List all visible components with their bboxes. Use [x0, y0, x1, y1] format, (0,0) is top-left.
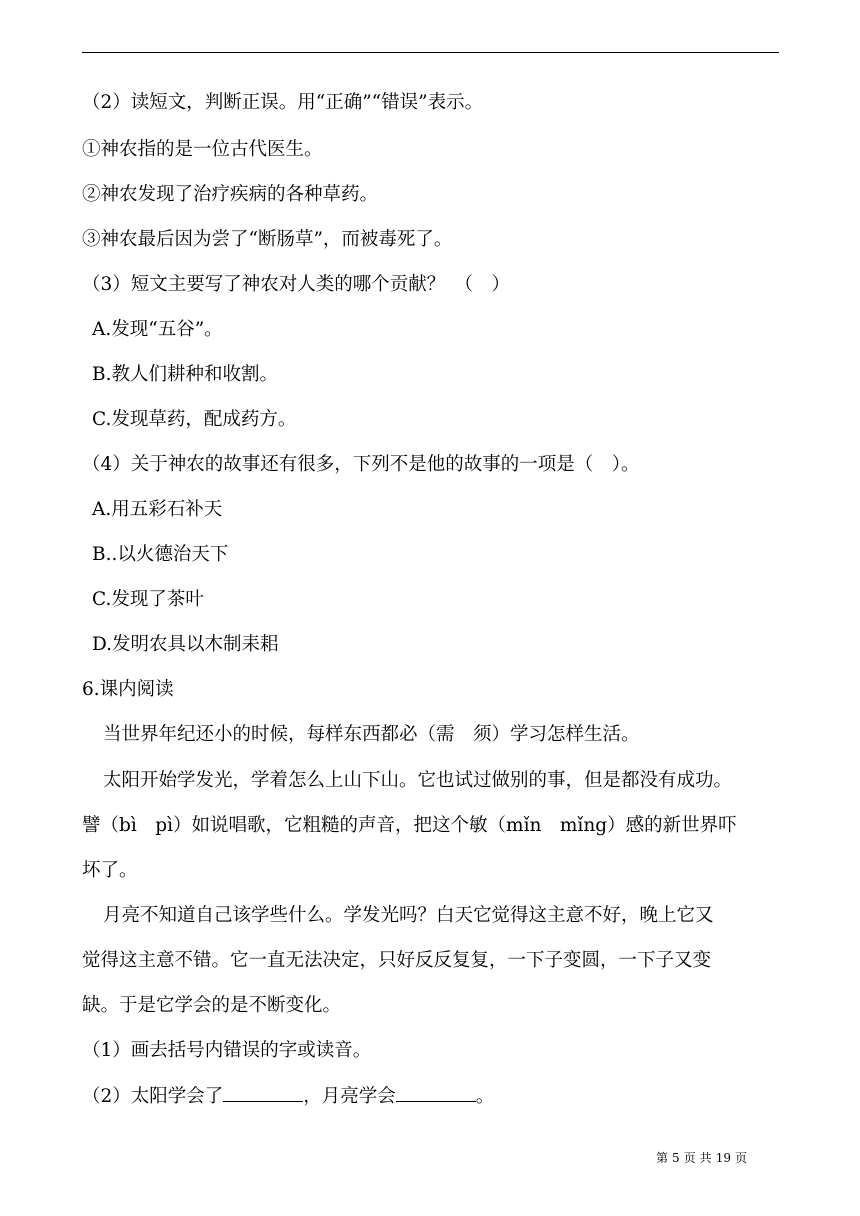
footer-total-pages: 19 — [715, 1151, 731, 1165]
passage-paragraph-3-line-3: 缺。于是它学会的是不断变化。 — [82, 995, 342, 1016]
footer-page-number: 5 — [672, 1151, 680, 1165]
question-3-prompt: （3）短文主要写了神农对人类的哪个贡献？ （ ） — [82, 274, 511, 295]
answer-blank-moon[interactable] — [396, 1083, 476, 1102]
footer-label-gong: 共 — [699, 1151, 712, 1165]
q4-option-d: D.发明农具以木制耒耜 — [92, 634, 279, 655]
answer-blank-sun[interactable] — [223, 1083, 303, 1102]
header-rule — [82, 52, 779, 53]
sub-question-1: （1）画去括号内错误的字或读音。 — [82, 1040, 372, 1061]
question-4-prompt: （4）关于神农的故事还有很多，下列不是他的故事的一项是（ ）。 — [82, 454, 640, 475]
passage-paragraph-2-line-1: 太阳开始学发光，学着怎么上山下山。它也试过做别的事，但是都没有成功。 — [103, 770, 733, 791]
q4-option-b: B..以火德治天下 — [92, 544, 229, 565]
passage-paragraph-2-line-3: 坏了。 — [82, 860, 138, 881]
footer-label-di: 第 — [656, 1151, 669, 1165]
passage-paragraph-3-line-1: 月亮不知道自己该学些什么。学发光吗？白天它觉得这主意不好，晚上它又 — [103, 905, 714, 926]
q3-option-b: B.教人们耕种和收割。 — [92, 364, 278, 385]
sub-question-2-part-1: （2）太阳学会了 — [82, 1086, 224, 1107]
footer-label-ye: 页 — [683, 1151, 696, 1165]
footer-label-ye-2: 页 — [734, 1151, 747, 1165]
passage-paragraph-3-line-2: 觉得这主意不错。它一直无法决定，只好反反复复，一下子变圆，一下子又变 — [82, 950, 712, 971]
q3-option-c: C.发现草药，配成药方。 — [92, 409, 297, 430]
sub-question-2 — [82, 1083, 494, 1110]
question-2-prompt: （2）读短文，判断正误。用“正确”“错误”表示。 — [82, 92, 484, 113]
q4-option-c: C.发现了茶叶 — [92, 589, 204, 610]
sub-question-2-part-2: ，月亮学会 — [303, 1086, 396, 1107]
q3-option-a: A.发现“五谷”。 — [92, 319, 223, 340]
sub-question-2-part-3: 。 — [475, 1086, 495, 1107]
statement-3: ③神农最后因为尝了“断肠草”，而被毒死了。 — [82, 229, 453, 250]
passage-paragraph-1: 当世界年纪还小的时候，每样东西都必（需 须）学习怎样生活。 — [103, 724, 640, 745]
passage-paragraph-2-line-2: 譬（bì pì）如说唱歌，它粗糙的声音，把这个敏（mǐn mǐng）感的新世界吓 — [82, 815, 737, 836]
statement-1: ①神农指的是一位古代医生。 — [82, 139, 323, 160]
q4-option-a: A.用五彩石补天 — [92, 499, 223, 520]
section-6-heading: 6.课内阅读 — [82, 679, 174, 700]
statement-2: ②神农发现了治疗疾病的各种草药。 — [82, 184, 379, 205]
